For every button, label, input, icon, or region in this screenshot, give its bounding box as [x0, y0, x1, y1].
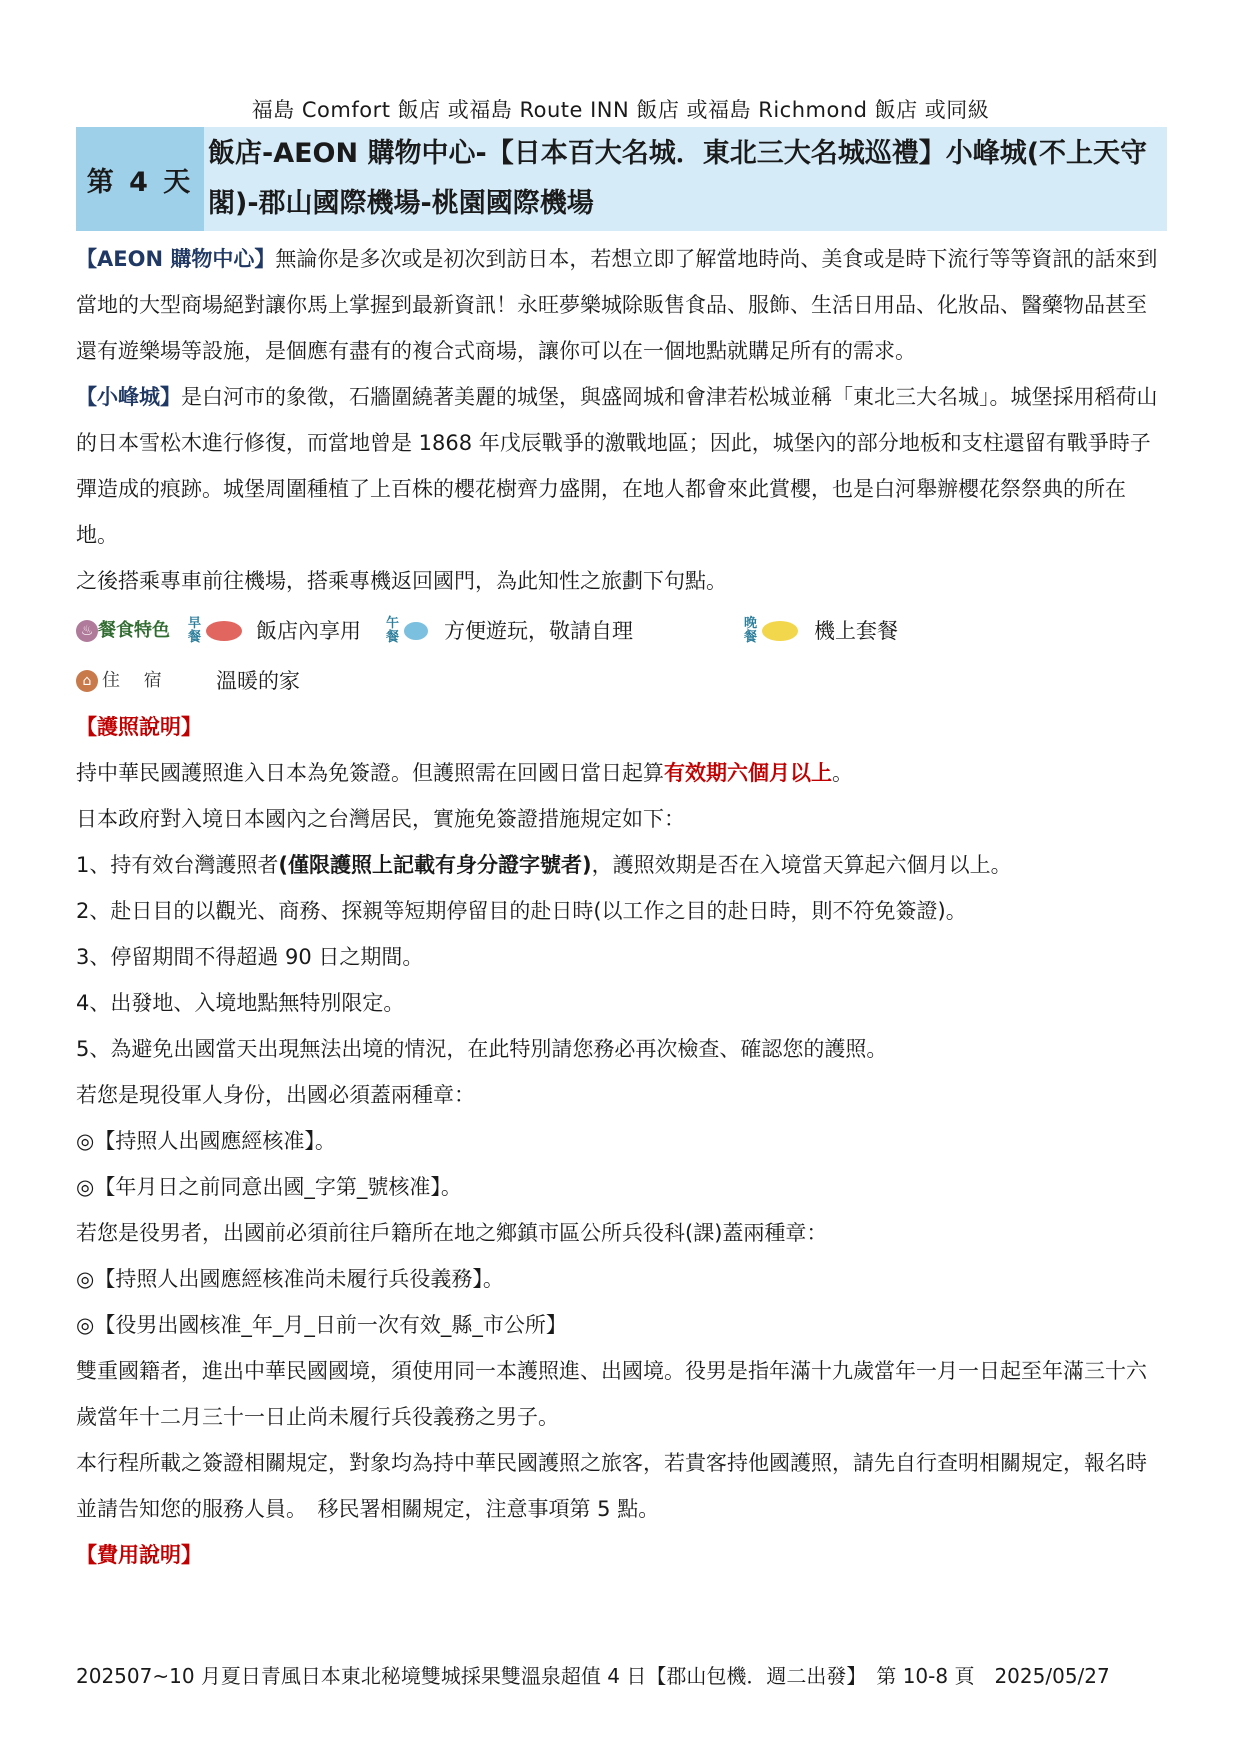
draft-stamp-1: ◎【持照人出國應經核准尚未履行兵役義務】。 — [76, 1267, 504, 1291]
itinerary-content — [76, 236, 1167, 1578]
fee-heading: 【費用說明】 — [76, 1543, 202, 1567]
dinner-tag: 晚餐 — [744, 616, 758, 645]
lunch-text: 方便遊玩，敬請自理 — [444, 619, 633, 643]
draft-stamp-2: ◎【役男出國核准_年_月_日前一次有效_縣_市公所】 — [76, 1313, 567, 1337]
lodging-row — [76, 658, 1167, 704]
passport-item4: 4、出發地、入境地點無特別限定。 — [76, 991, 405, 1015]
military-stamp-1: ◎【持照人出國應經核准】。 — [76, 1129, 336, 1153]
day-header — [76, 127, 1167, 231]
day-title: 飯店-AEON 購物中心-【日本百大名城．東北三大名城巡禮】小峰城(不上天守閣)-郡山國際機場-桃園國際機場 — [204, 127, 1167, 231]
draft-intro: 若您是役男者，出國前必須前往戶籍所在地之鄉鎮市區公所兵役科(課)蓋兩種章： — [76, 1221, 828, 1245]
passport-item5: 5、為避免出國當天出現無法出境的情況，在此特別請您務必再次檢查、確認您的護照。 — [76, 1037, 888, 1061]
military-intro: 若您是現役軍人身份，出國必須蓋兩種章： — [76, 1083, 475, 1107]
passport-line2: 日本政府對入境日本國內之台灣居民，實施免簽證措施規定如下： — [76, 807, 685, 831]
lunch — [386, 604, 633, 658]
lunch-tag: 午餐 — [386, 616, 400, 645]
dinner-text: 機上套餐 — [814, 619, 898, 643]
breakfast-icon — [206, 621, 242, 641]
passport-line1: 持中華民國護照進入日本為免簽證。但護照需在回國日當日起算有效期六個月以上。 — [76, 761, 853, 785]
dinner-icon — [762, 621, 798, 641]
visa-note: 本行程所載之簽證相關規定，對象均為持中華民國護照之旅客，若貴客持他國護照，請先自行查明相關規定，報名時並請告知您的服務人員。 移民署相關規定，注意事項第 5 點。 — [76, 1451, 1147, 1521]
house-icon: ⌂ — [76, 670, 98, 692]
lodging-value: 溫暖的家 — [216, 669, 300, 693]
dual-nationality: 雙重國籍者，進出中華民國國境，須使用同一本護照進、出國境。役男是指年滿十九歲當年一月一日起至年滿三十六歲當年十二月三十一日止尚未履行兵役義務之男子。 — [76, 1359, 1147, 1429]
passport-item1: 1、持有效台灣護照者(僅限護照上記載有身分證字號者)，護照效期是否在入境當天算起六個月以上。 — [76, 853, 1012, 877]
hotel-list: 福島 Comfort 飯店 或福島 Route INN 飯店 或福島 Richmond 飯店 或同級 — [251, 98, 990, 122]
military-stamp-2: ◎【年月日之前同意出國_字第_號核准】。 — [76, 1175, 462, 1199]
aeon-paragraph — [76, 236, 1167, 374]
validity-highlight: 有效期六個月以上 — [664, 761, 832, 785]
aeon-heading: 【AEON 購物中心】 — [76, 247, 276, 271]
lunch-icon — [404, 622, 428, 640]
komine-heading: 【小峰城】 — [76, 385, 181, 409]
lodging-badge: ⌂ 住 宿 — [76, 658, 162, 704]
meals-row — [76, 604, 1167, 658]
bowl-icon: ♨ — [76, 620, 98, 642]
passport-heading: 【護照說明】 — [76, 715, 202, 739]
breakfast — [188, 604, 361, 658]
page-footer: 202507~10 月夏日青風日本東北秘境雙城採果雙溫泉超值 4 日【郡山包機．週二出發】 第 10-8 頁 2025/05/27 — [76, 1664, 1110, 1688]
day-label: 第 4 天 — [76, 127, 204, 231]
passport-item2: 2、赴日目的以觀光、商務、探親等短期停留目的赴日時(以工作之目的赴日時，則不符免簽證)。 — [76, 899, 967, 923]
dinner — [744, 604, 898, 658]
closing-text: 之後搭乘專車前往機場，搭乘專機返回國門，為此知性之旅劃下句點。 — [76, 569, 727, 593]
meal-badge: ♨ 餐食特色 — [76, 604, 170, 658]
breakfast-text: 飯店內享用 — [256, 619, 361, 643]
passport-item3: 3、停留期間不得超過 90 日之期間。 — [76, 945, 424, 969]
komine-text: 是白河市的象徵，石牆圍繞著美麗的城堡，與盛岡城和會津若松城並稱「東北三大名城」。城堡採用稻荷山的日本雪松木進行修復，而當地曾是 1868 年戊辰戰爭的激戰地區；因此，城堡內的部分地板和支柱還留有戰爭時子彈造成的痕跡。城堡周圍種植了上百株的櫻花樹齊力盛開，在地人都會來此賞櫻，也是白河舉辦櫻花祭祭典的所在地。 — [76, 385, 1158, 547]
aeon-text: 無論你是多次或是初次到訪日本，若想立即了解當地時尚、美食或是時下流行等等資訊的話來到當地的大型商場絕對讓你馬上掌握到最新資訊！永旺夢樂城除販售食品、服飾、生活日用品、化妝品、醫藥物品甚至還有遊樂場等設施，是個應有盡有的複合式商場，讓你可以在一個地點就購足所有的需求。 — [76, 247, 1158, 363]
breakfast-tag: 早餐 — [188, 616, 202, 645]
komine-paragraph — [76, 374, 1167, 558]
